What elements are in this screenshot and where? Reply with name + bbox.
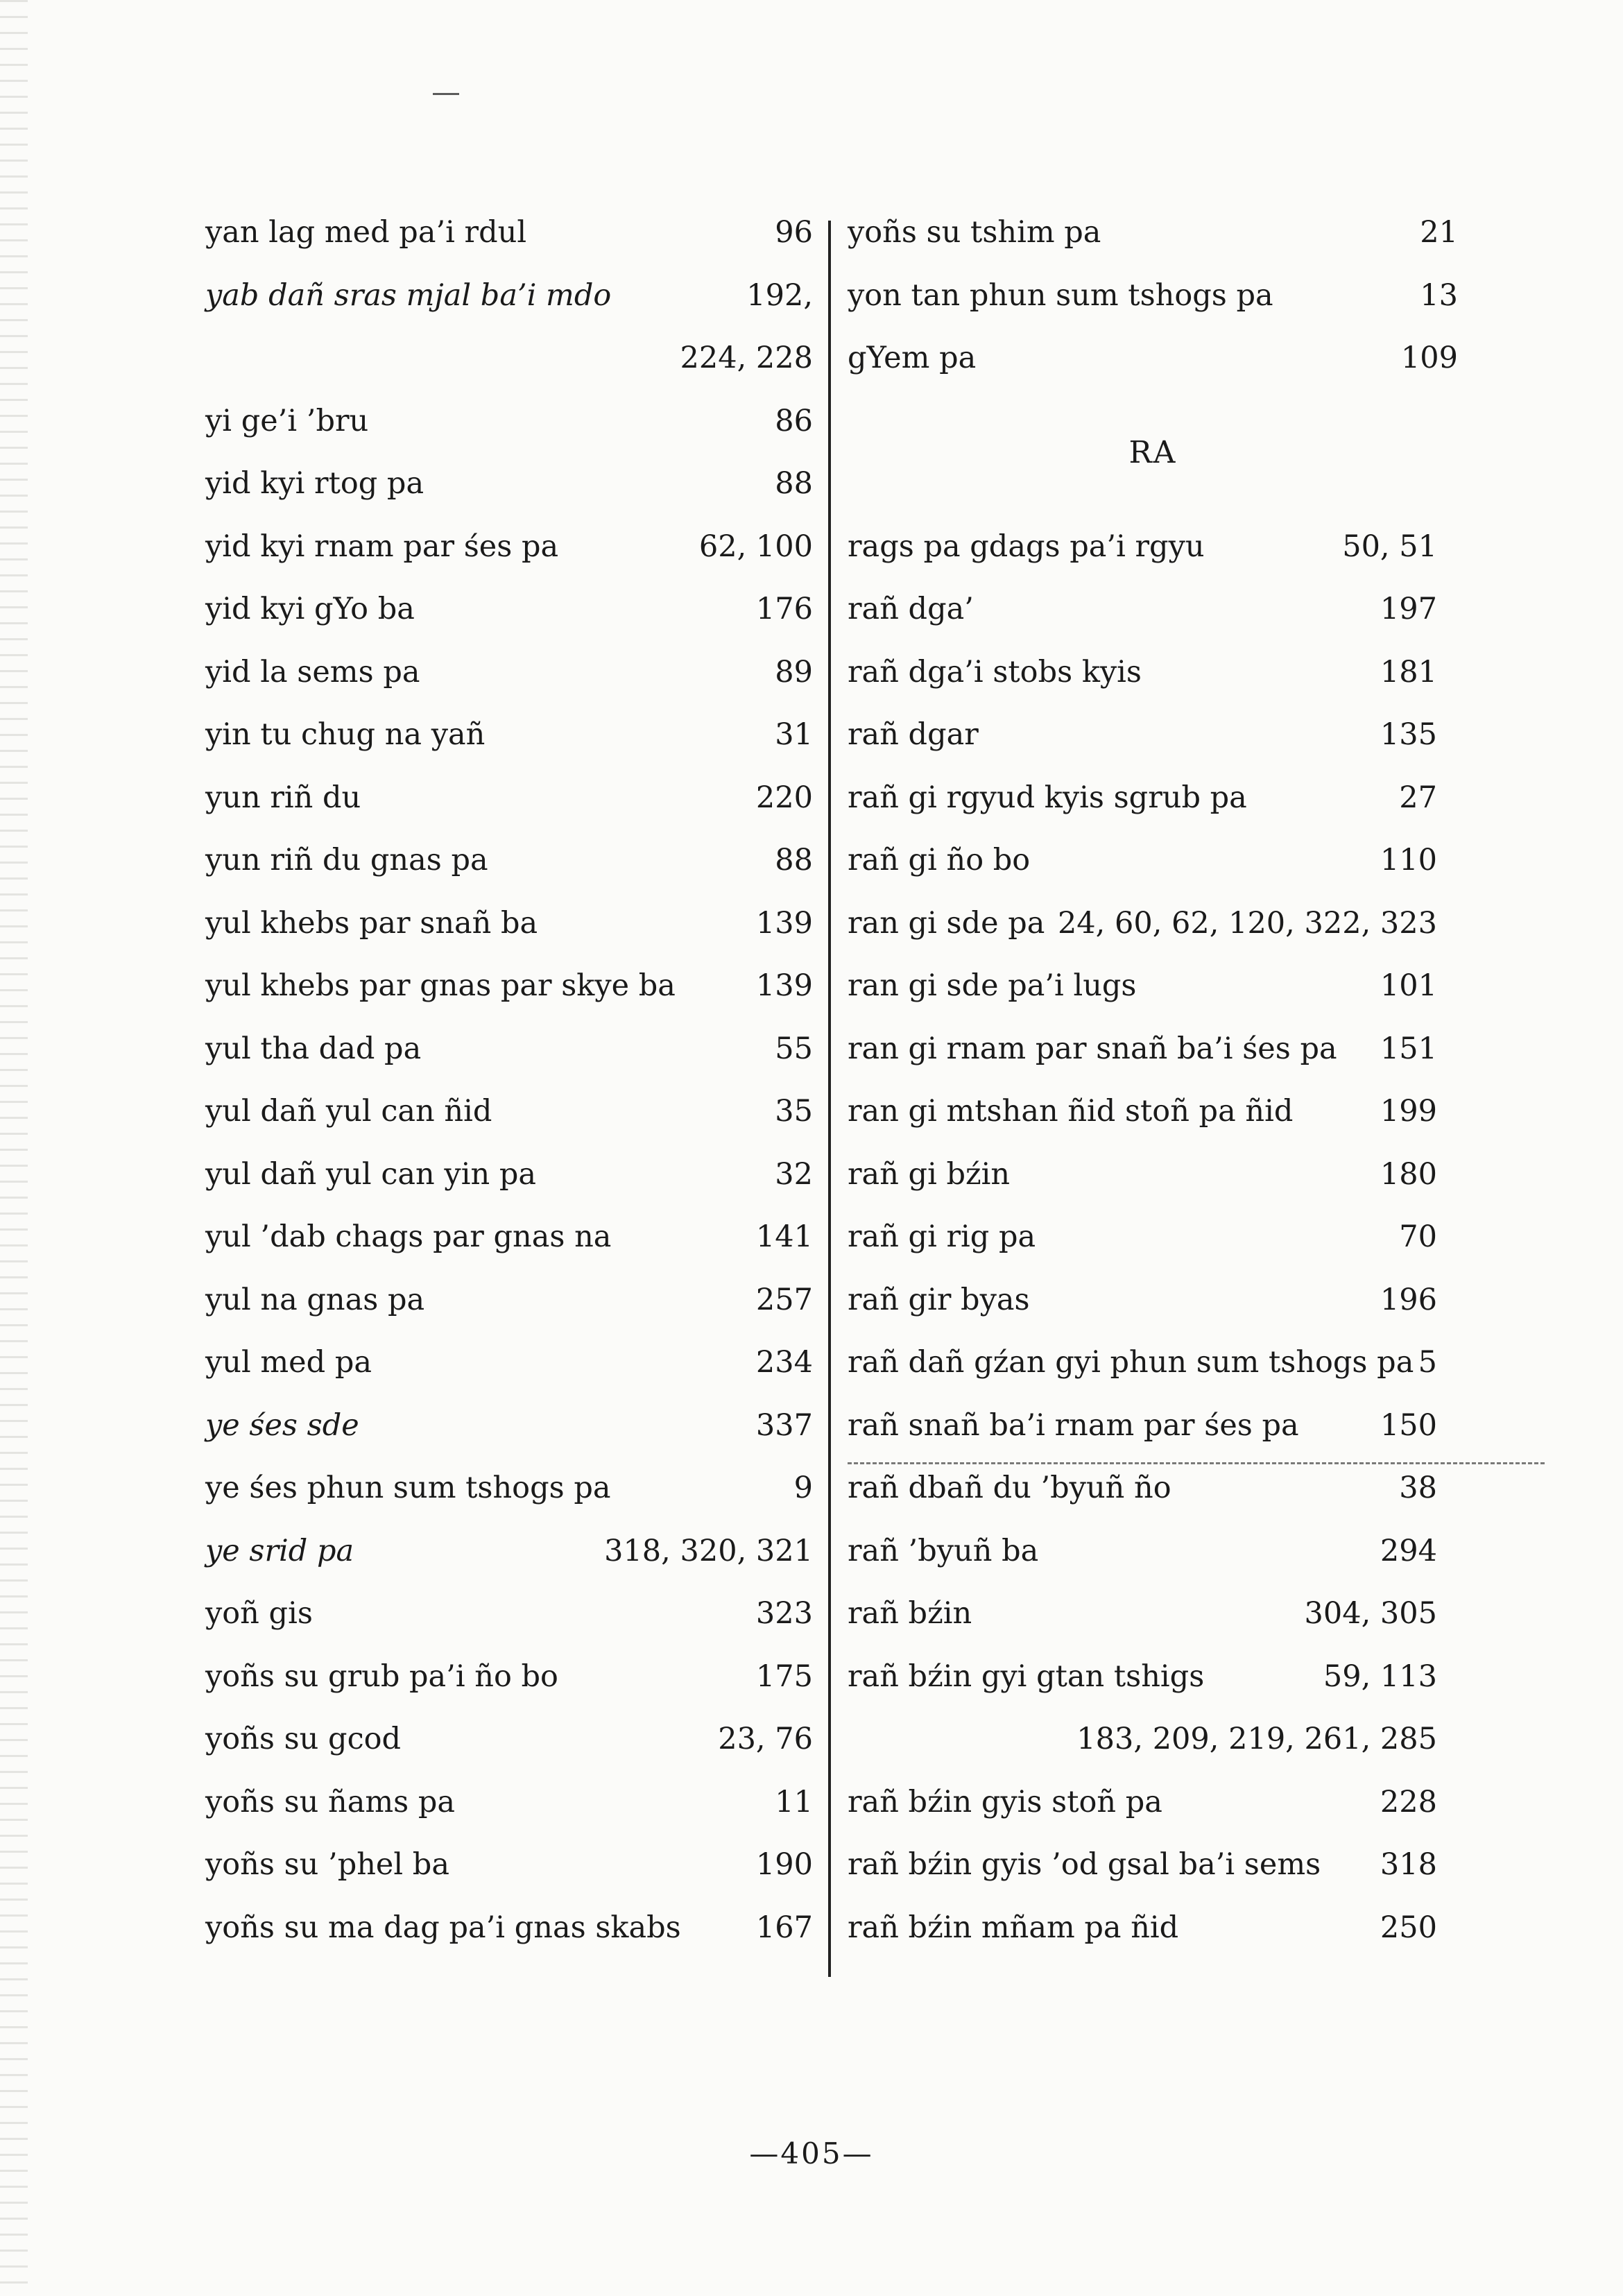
entry-pages: 55 [775,1031,813,1066]
index-entry [205,1143,813,1206]
entry-term: yul khebs par gnas par skye ba [205,968,676,1003]
entry-term: yoñs su ma dag pa’i gnas skabs [205,1910,681,1945]
entry-term: yin tu chug na yañ [205,717,486,752]
index-entry [848,1143,1458,1206]
entry-pages: 135 [1380,717,1437,752]
right-top-entries [848,201,1458,390]
entry-pages: 59, 113 [1323,1659,1437,1694]
entry-pages: 101 [1380,968,1437,1003]
index-entry [205,954,813,1018]
entry-pages: 199 [1380,1094,1437,1129]
index-entry [848,201,1458,264]
entry-term: yid kyi gYo ba [205,592,415,626]
entry-pages: 176 [755,592,813,626]
entry-pages: 224, 228 [680,341,813,375]
entry-term: rañ gi ño bo [848,843,1031,877]
entry-pages: 323 [755,1596,813,1631]
entry-pages: 175 [755,1659,813,1694]
index-entry [848,1708,1458,1771]
entry-term: ran gi sde pa’i lugs [848,968,1137,1003]
entry-pages: 9 [793,1471,813,1505]
entry-term: rañ gir byas [848,1282,1030,1317]
index-entry [205,892,813,955]
entry-pages: 318, 320, 321 [604,1533,813,1568]
index-entry [205,1331,813,1394]
index-entry [848,703,1458,766]
entry-pages: 88 [775,843,813,877]
index-entry [848,766,1458,830]
index-entry [848,892,1458,955]
entry-term: gYem pa [848,341,977,375]
entry-pages: 250 [1380,1910,1437,1945]
entry-pages: 294 [1380,1533,1437,1568]
entry-term: rañ dga’i stobs kyis [848,654,1142,689]
entry-pages: 86 [775,403,813,438]
index-entry [848,641,1458,704]
entry-term: yoñs su grub pa’i ño bo [205,1659,558,1694]
entry-term: yan lag med pa’i rdul [205,215,527,250]
index-entry [848,1582,1458,1645]
entry-pages: 27 [1399,780,1437,815]
entry-term: ran gi rnam par snañ ba’i śes pa [848,1031,1337,1066]
index-entry [205,578,813,641]
entry-pages: 151 [1380,1031,1437,1066]
index-entry [205,1394,813,1457]
entry-pages: 183, 209, 219, 261, 285 [1076,1722,1437,1756]
entry-term: yul na gnas pa [205,1282,425,1317]
index-entry [205,1018,813,1081]
entry-term: yab dañ sras mjal ba’i mdo [205,277,612,313]
index-entry [205,1708,813,1771]
entry-pages: 139 [755,905,813,941]
index-entry [848,1394,1458,1457]
left-index-column [205,201,813,1959]
entry-pages: 234 [755,1345,813,1380]
index-entry [205,515,813,579]
entry-pages: 5 [1418,1345,1437,1380]
entry-pages: 21 [1420,215,1458,250]
scanned-binding-edge [0,0,28,2296]
entry-pages: 13 [1420,277,1458,313]
entry-term: rañ dgar [848,717,979,752]
index-entry [205,1833,813,1896]
entry-pages: 62, 100 [698,529,813,564]
entry-pages: 181 [1380,654,1437,689]
column-divider [828,221,831,1977]
index-entry [205,1582,813,1645]
index-entry [848,327,1458,390]
entry-term: rañ dañ gźan gyi phun sum tshogs pa [848,1345,1414,1380]
index-entry [848,1520,1458,1583]
entry-pages: 11 [775,1784,813,1819]
index-entry [205,264,813,327]
entry-term: rañ dbañ du ’byuñ ño [848,1471,1171,1505]
index-entry [848,954,1458,1018]
index-entry [848,1771,1458,1834]
entry-pages: 150 [1380,1407,1437,1443]
index-entry [205,1645,813,1708]
index-entry [205,1206,813,1269]
entry-term: rañ bźin gyis ’od gsal ba’i sems [848,1847,1321,1882]
entry-term: yul khebs par snañ ba [205,905,538,941]
index-entry [205,201,813,264]
entry-term: rañ bźin gyi gtan tshigs [848,1659,1205,1694]
index-entry [848,1833,1458,1896]
index-entry [848,1018,1458,1081]
entry-pages: 139 [755,968,813,1003]
section-heading: RA [1128,434,1177,470]
entry-pages: 190 [755,1847,813,1882]
dashed-rule [848,1462,1545,1464]
entry-pages: 38 [1399,1471,1437,1505]
entry-pages: 337 [755,1407,813,1443]
index-entry [848,1206,1458,1269]
entry-term: rags pa gdags pa’i rgyu [848,529,1205,564]
index-entry [205,1269,813,1332]
entry-term: rañ gi rgyud kyis sgrub pa [848,780,1247,815]
entry-term: ran gi mtshan ñid stoñ pa ñid [848,1094,1294,1129]
index-entry [848,264,1458,327]
index-entry [848,1645,1458,1708]
index-entry [848,1269,1458,1332]
entry-pages: 228 [1380,1784,1437,1819]
index-entry [205,452,813,515]
entry-pages: 88 [775,466,813,501]
entry-term: yoñs su tshim pa [848,215,1101,250]
entry-pages: 70 [1399,1219,1437,1254]
entry-term: yi ge’i ’bru [205,403,369,438]
top-mark [433,93,459,95]
entry-term: yul dañ yul can ñid [205,1094,492,1129]
entry-term: yoñ gis [205,1596,313,1631]
entry-term: rañ bźin [848,1596,972,1631]
entry-term: rañ ’byuñ ba [848,1533,1039,1568]
entry-pages: 318 [1380,1847,1437,1882]
entry-term: yid kyi rtog pa [205,466,424,501]
entry-pages: 167 [755,1910,813,1945]
index-entry [205,1771,813,1834]
entry-pages: 257 [755,1282,813,1317]
entry-term: rañ gi bźin [848,1156,1011,1192]
entry-term: yul dañ yul can yin pa [205,1156,536,1192]
entry-term: yon tan phun sum tshogs pa [848,277,1273,313]
index-entry [848,578,1458,641]
entry-term: yid kyi rnam par śes pa [205,529,559,564]
index-entry [848,1896,1458,1960]
index-entry [205,1080,813,1143]
entry-term: yun riñ du [205,780,361,815]
index-entry [205,1457,813,1520]
index-entry [848,1080,1458,1143]
entry-pages: 32 [775,1156,813,1192]
entry-pages: 23, 76 [718,1722,813,1756]
entry-term: yid la sems pa [205,654,420,689]
entry-pages: 180 [1380,1156,1437,1192]
entry-pages: 192, [746,277,813,313]
index-entry [205,766,813,830]
entry-pages: 141 [755,1219,813,1254]
entry-term: yul med pa [205,1345,372,1380]
index-entry [848,515,1458,579]
entry-term: ye srid pa [205,1533,354,1568]
entry-term: rañ bźin mñam pa ñid [848,1910,1179,1945]
entry-term: ye śes phun sum tshogs pa [205,1471,611,1505]
entry-term: rañ snañ ba’i rnam par śes pa [848,1407,1299,1443]
index-entry [205,829,813,892]
index-entry [848,1457,1458,1520]
entry-term: yul ’dab chags par gnas na [205,1219,612,1254]
entry-pages: 24, 60, 62, 120, 322, 323 [1057,905,1437,941]
index-entry [205,390,813,453]
entry-term: yun riñ du gnas pa [205,843,488,877]
right-index-column [848,201,1458,1959]
index-entry [848,1331,1458,1394]
entry-pages: 50, 51 [1342,529,1437,564]
index-entry [205,1896,813,1960]
right-ra-entries [848,515,1458,1960]
entry-term: yul tha dad pa [205,1031,422,1066]
entry-pages: 31 [775,717,813,752]
index-entry [848,829,1458,892]
index-entry [205,703,813,766]
entry-term: ran gi sde pa [848,905,1045,941]
entry-term: yoñs su ñams pa [205,1784,456,1819]
page-number: —405— [749,2136,874,2170]
entry-pages: 109 [1400,341,1458,375]
entry-pages: 96 [775,215,813,250]
index-entry [205,327,813,390]
entry-pages: 196 [1380,1282,1437,1317]
entry-pages: 89 [775,654,813,689]
entry-pages: 110 [1380,843,1437,877]
entry-term: yoñs su ’phel ba [205,1847,449,1882]
entry-pages: 304, 305 [1304,1596,1437,1631]
entry-term: yoñs su gcod [205,1722,402,1756]
index-entry [205,1520,813,1583]
index-entry [205,641,813,704]
entry-term: rañ gi rig pa [848,1219,1036,1254]
entry-term: rañ bźin gyis stoñ pa [848,1784,1162,1819]
entry-pages: 197 [1380,592,1437,626]
entry-term: ye śes sde [205,1407,359,1443]
entry-term: rañ dga’ [848,592,974,626]
entry-pages: 35 [775,1094,813,1129]
entry-pages: 220 [755,780,813,815]
